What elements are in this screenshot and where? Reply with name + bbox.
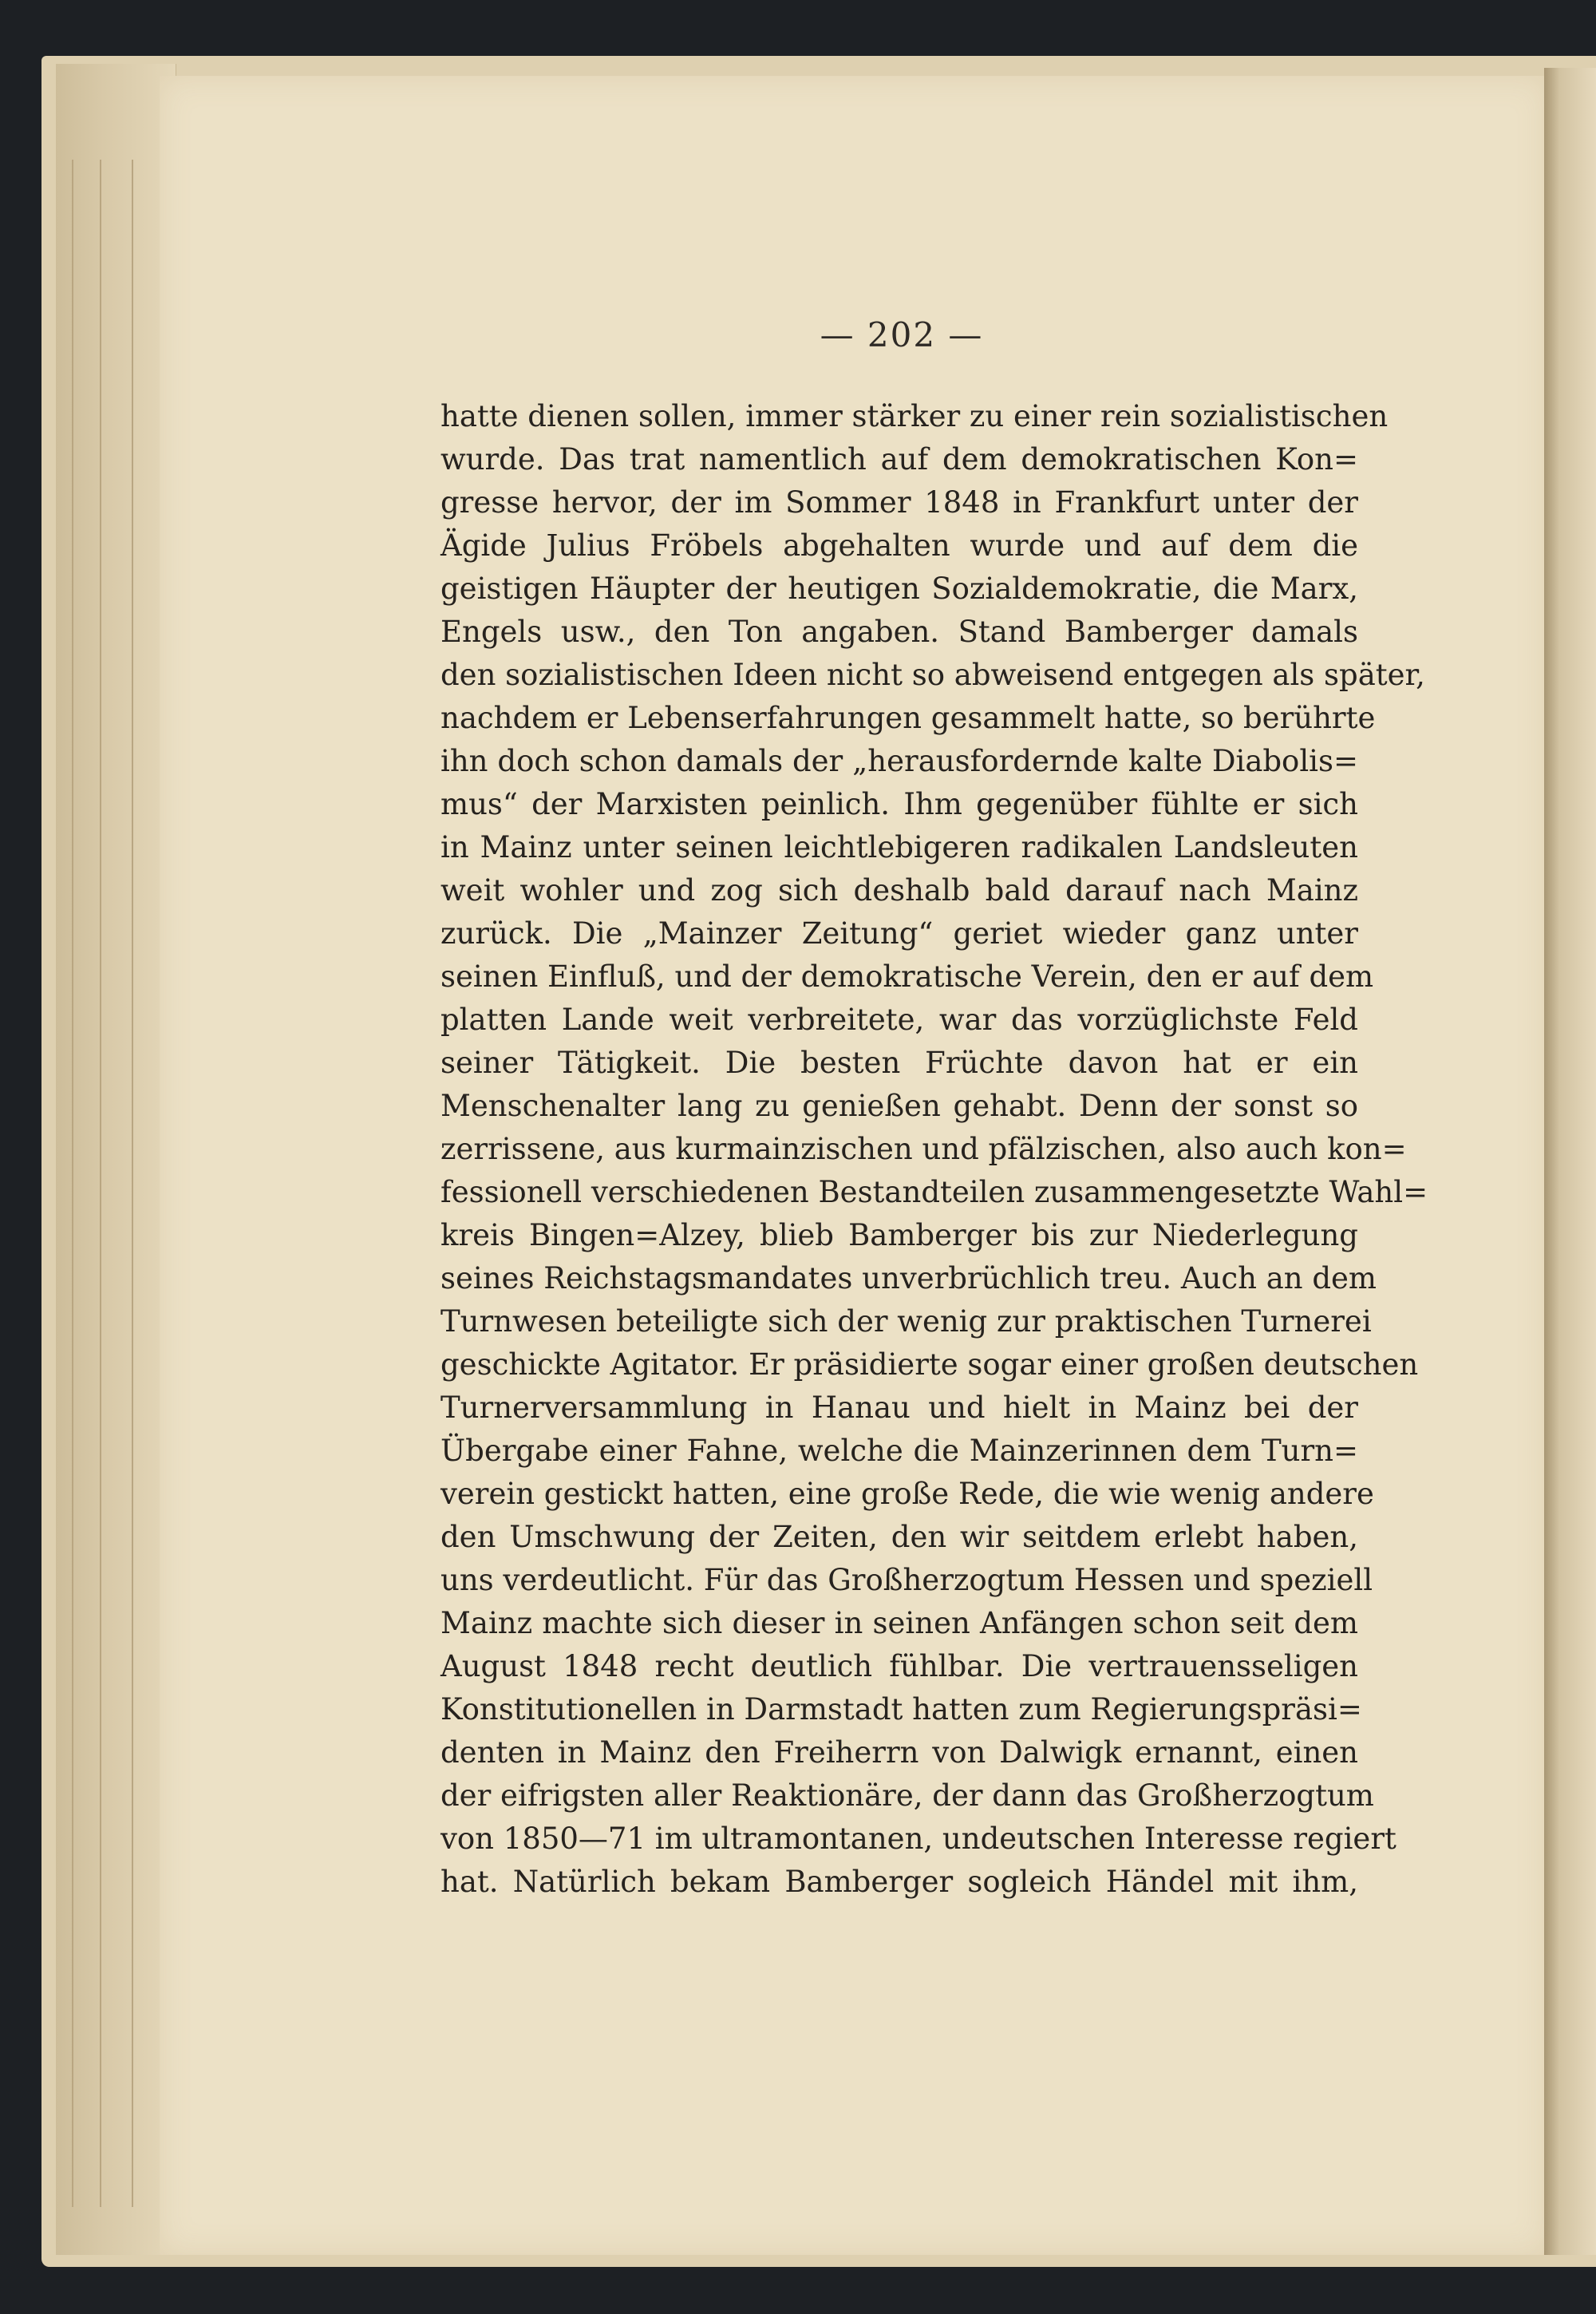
text-line: hat. Natürlich bekam Bamberger sogleich Händel mit ihm, xyxy=(440,1865,1358,1899)
text-line: denten in Mainz den Freiherrn von Dalwigk ernannt, einen xyxy=(440,1735,1358,1770)
text-line: geistigen Häupter der heutigen Sozialdemokratie, die Marx, xyxy=(440,572,1358,606)
page-edge-line xyxy=(72,160,73,2207)
text-line: mus“ der Marxisten peinlich. Ihm gegenüber fühlte er sich xyxy=(440,787,1358,821)
body-text xyxy=(440,395,1428,1904)
book-gutter xyxy=(1544,68,1596,2255)
text-line: Engels usw., den Ton angaben. Stand Bamberger damals xyxy=(440,615,1358,649)
text-line: seinen Einfluß, und der demokratische Verein, den er auf dem xyxy=(440,959,1374,994)
text-line: zerrissene, aus kurmainzischen und pfälzischen, also auch kon= xyxy=(440,1132,1407,1166)
text-line: uns verdeutlicht. Für das Großherzogtum Hessen und speziell xyxy=(440,1563,1373,1597)
text-line: weit wohler und zog sich deshalb bald darauf nach Mainz xyxy=(440,873,1358,908)
text-line: den sozialistischen Ideen nicht so abweisend entgegen als später, xyxy=(440,658,1425,692)
text-line: Übergabe einer Fahne, welche die Mainzerinnen dem Turn= xyxy=(440,1434,1358,1468)
text-line: hatte dienen sollen, immer stärker zu einer rein sozialistischen xyxy=(440,399,1389,433)
text-line: platten Lande weit verbreitete, war das vorzüglichste Feld xyxy=(440,1003,1358,1037)
text-line: seiner Tätigkeit. Die besten Früchte davon hat er ein xyxy=(440,1046,1358,1080)
text-line: in Mainz unter seinen leichtlebigeren radikalen Landsleuten xyxy=(440,830,1358,864)
stacked-page-edges xyxy=(56,64,176,2255)
text-line: fessionell verschiedenen Bestandteilen zusammengesetzte Wahl= xyxy=(440,1175,1428,1209)
text-line: Ägide Julius Fröbels abgehalten wurde und auf dem die xyxy=(440,528,1358,563)
text-line: Turnerversammlung in Hanau und hielt in Mainz bei der xyxy=(440,1390,1358,1425)
text-line: verein gestickt hatten, eine große Rede, die wie wenig andere xyxy=(440,1477,1374,1511)
text-line: nachdem er Lebenserfahrungen gesammelt hatte, so berührte xyxy=(440,701,1376,735)
text-line: ihn doch schon damals der „herausfordernde kalte Diabolis= xyxy=(440,744,1358,778)
page-edge-line xyxy=(132,160,133,2207)
page-number: — 202 — xyxy=(820,315,984,354)
text-line: August 1848 recht deutlich fühlbar. Die vertrauensseligen xyxy=(440,1649,1358,1683)
text-line: seines Reichstagsmandates unverbrüchlich treu. Auch an dem xyxy=(440,1261,1377,1295)
text-line: Mainz machte sich dieser in seinen Anfängen schon seit dem xyxy=(440,1606,1358,1640)
text-line: Menschenalter lang zu genießen gehabt. Denn der sonst so xyxy=(440,1089,1358,1123)
page-edge-line xyxy=(100,160,101,2207)
text-line: Turnwesen beteiligte sich der wenig zur praktischen Turnerei xyxy=(440,1304,1372,1339)
text-line: der eifrigsten aller Reaktionäre, der dann das Großherzogtum xyxy=(440,1778,1374,1813)
text-line: von 1850—71 im ultramontanen, undeutschen Interesse regiert xyxy=(440,1822,1396,1856)
text-line: zurück. Die „Mainzer Zeitung“ geriet wieder ganz unter xyxy=(440,916,1358,951)
text-line: Konstitutionellen in Darmstadt hatten zum Regierungspräsi= xyxy=(440,1692,1362,1727)
text-line: wurde. Das trat namentlich auf dem demokratischen Kon= xyxy=(440,442,1358,477)
text-line: geschickte Agitator. Er präsidierte sogar einer großen deutschen xyxy=(440,1347,1419,1382)
text-line: gresse hervor, der im Sommer 1848 in Frankfurt unter der xyxy=(440,485,1358,520)
text-line: kreis Bingen=Alzey, blieb Bamberger bis zur Niederlegung xyxy=(440,1218,1358,1252)
text-line: den Umschwung der Zeiten, den wir seitdem erlebt haben, xyxy=(440,1520,1358,1554)
